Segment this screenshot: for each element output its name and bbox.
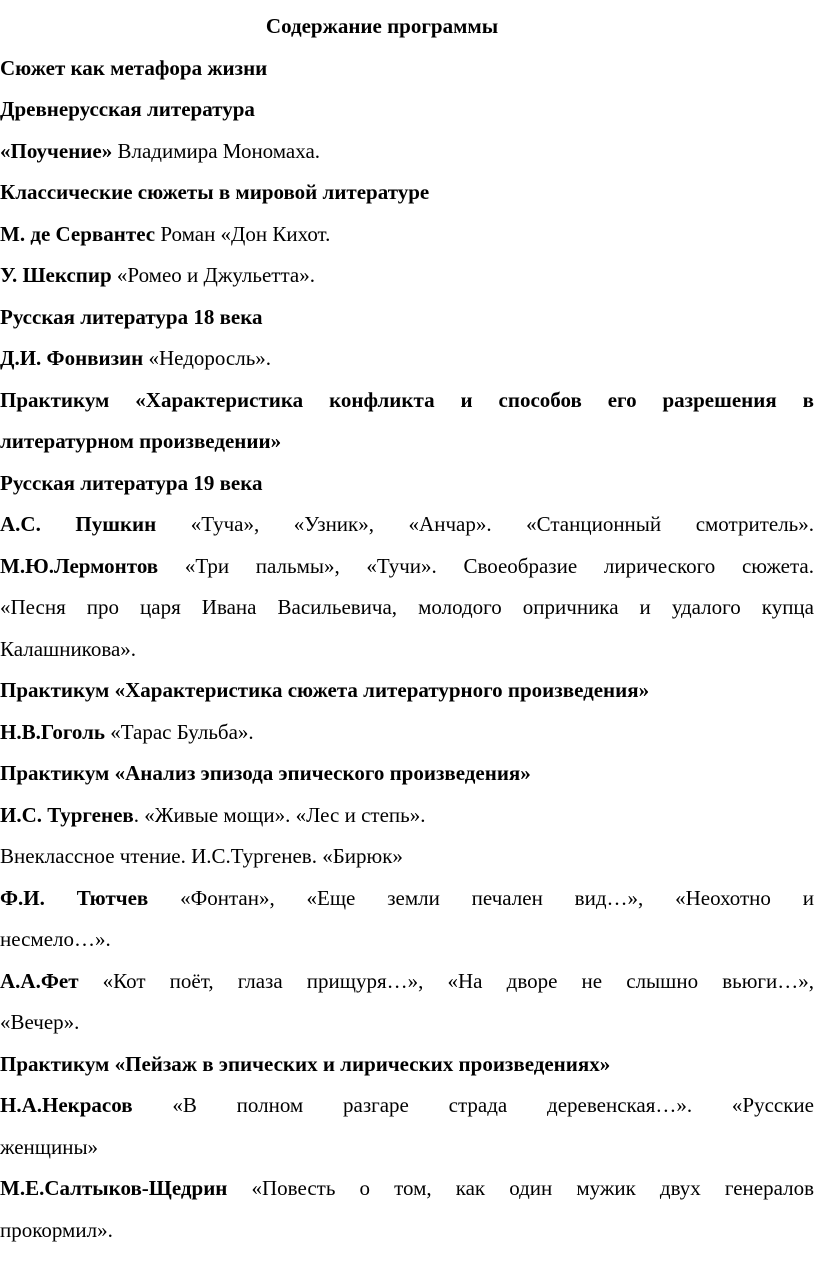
section-heading: Русская литература 19 века xyxy=(0,470,263,495)
text-line: прокормил». xyxy=(0,1217,113,1242)
practicum-heading: Практикум «Анализ эпизода эпического произведения» xyxy=(0,761,531,785)
text-line: А.С. Пушкин «Туча», «Узник», «Анчар». «Станционный смотритель». xyxy=(0,512,815,536)
section-heading: Древнерусская литература xyxy=(0,97,255,121)
section-heading: Классические сюжеты в мировой литературе xyxy=(0,180,430,204)
text-line: Калашникова». xyxy=(0,636,137,661)
text-line: Н.А.Некрасов «В полном разгаре страда деревенская…». «Русские xyxy=(0,1093,814,1117)
practicum-heading: Практикум «Характеристика конфликта и способов его разрешения в xyxy=(0,387,814,412)
text-line: женщины» xyxy=(0,1134,99,1159)
text-line: «Вечер». xyxy=(0,1010,80,1034)
text-line: Внеклассное чтение. И.С.Тургенев. «Бирюк» xyxy=(0,844,403,868)
text-line: «Поучение» Владимира Мономаха. xyxy=(0,138,321,163)
practicum-heading: Практикум «Характеристика сюжета литературного произведения» xyxy=(0,678,650,702)
section-heading: Русская литература 18 века xyxy=(0,304,263,329)
text-line: Д.И. Фонвизин «Недоросль». xyxy=(0,346,272,370)
text-line: «Песня про царя Ивана Васильевича, молодого опричника и удалого купца xyxy=(0,595,814,619)
text-line: У. Шекспир «Ромео и Джульетта». xyxy=(0,263,315,287)
text-line: несмело…». xyxy=(0,927,111,951)
text-line: М.Ю.Лермонтов «Три пальмы», «Тучи». Своеобразие лирического сюжета. xyxy=(0,553,814,578)
text-line: Н.В.Гоголь «Тарас Бульба». xyxy=(0,719,254,744)
section-heading: Сюжет как метафора жизни xyxy=(0,55,268,80)
text-line: М. де Сервантес Роман «Дон Кихот. xyxy=(0,221,331,246)
text-line: М.Е.Салтыков-Щедрин «Повесть о том, как один мужик двух генералов xyxy=(0,1176,814,1200)
text-line: Ф.И. Тютчев «Фонтан», «Еще земли печален вид…», «Неохотно и xyxy=(0,885,814,910)
text-line: И.С. Тургенев. «Живые мощи». «Лес и степь». xyxy=(0,802,426,827)
practicum-heading: Практикум «Пейзаж в эпических и лирических произведениях» xyxy=(0,1051,611,1076)
practicum-heading-cont: литературном произведении» xyxy=(0,429,282,453)
page-title: Содержание программы xyxy=(265,14,499,38)
text-line: А.А.Фет «Кот поёт, глаза прищуря…», «На дворе не слышно вьюги…», xyxy=(0,968,814,993)
